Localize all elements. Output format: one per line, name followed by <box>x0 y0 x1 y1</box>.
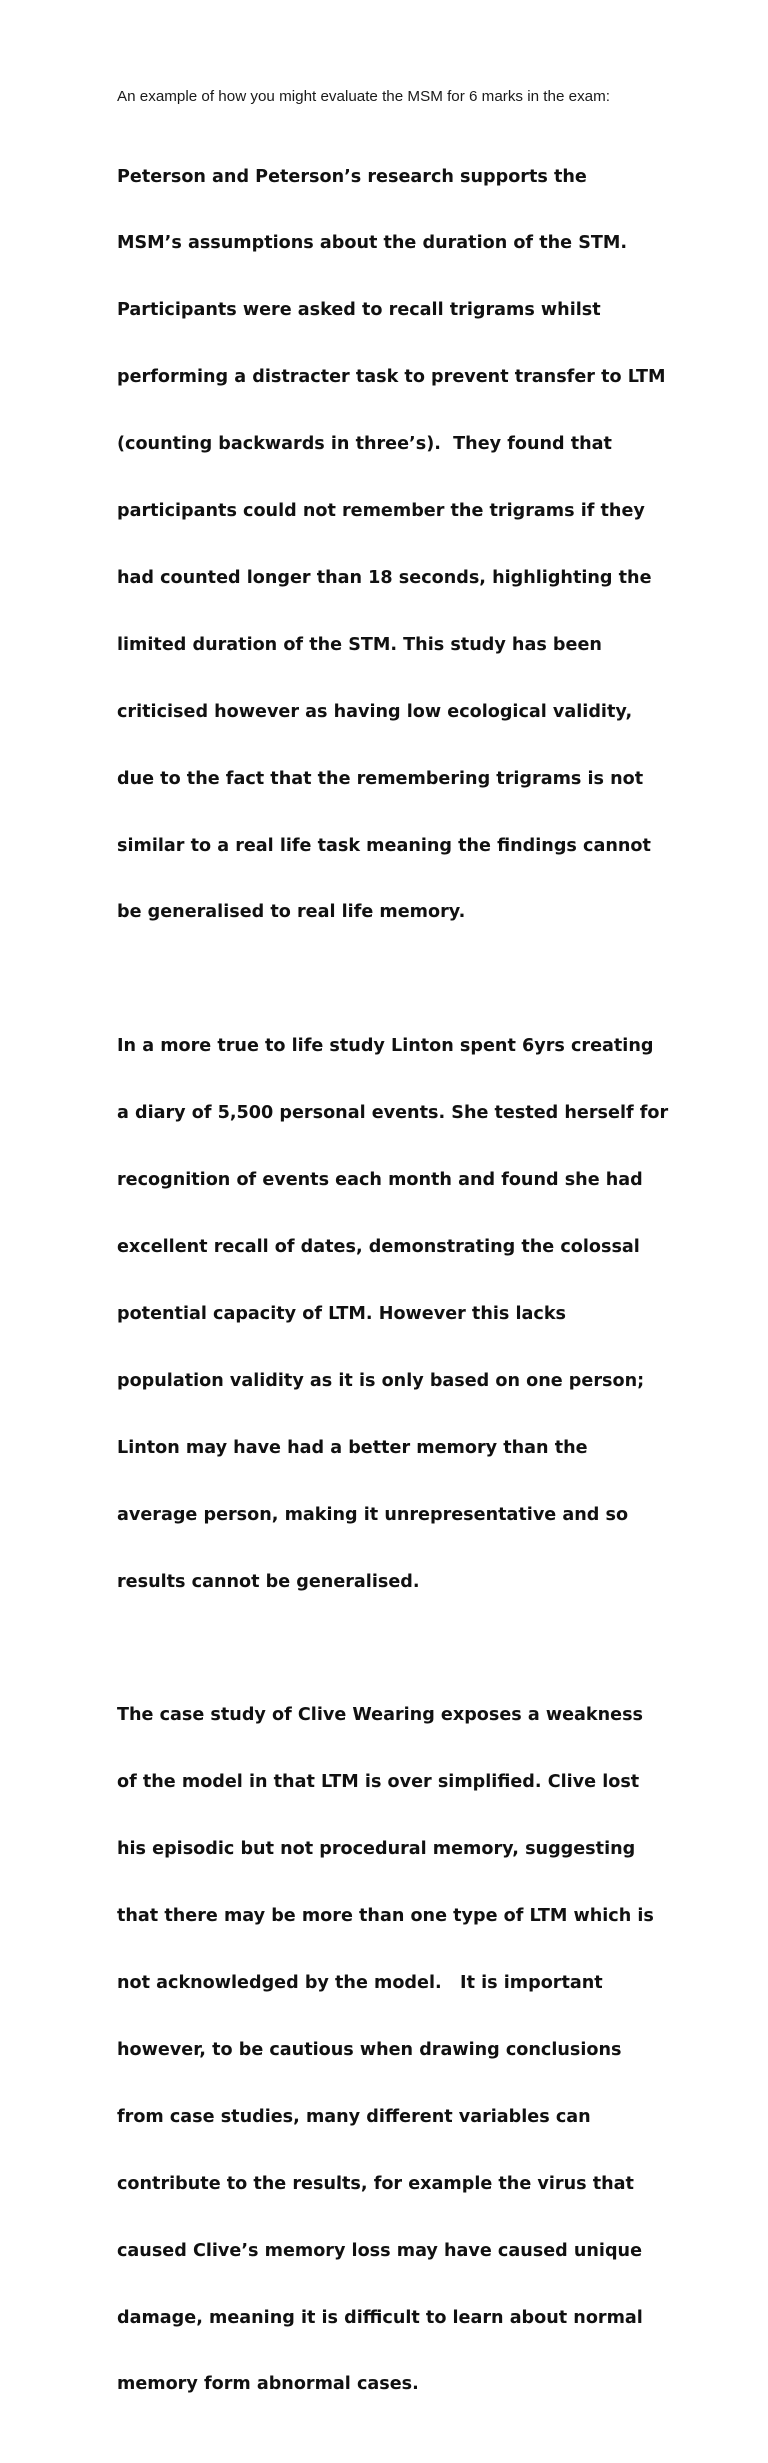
text-line: results cannot be generalised. <box>117 1571 420 1592</box>
text-line: from case studies, many different variables can <box>117 2106 591 2127</box>
intro-text: An example of how you might evaluate the MSM for 6 marks in the exam: <box>117 88 610 105</box>
evaluation-body <box>117 121 669 2463</box>
text-line: be generalised to real life memory. <box>117 902 466 923</box>
text-line: similar to a real life task meaning the findings cannot <box>117 835 651 856</box>
text-line: that there may be more than one type of LTM which is <box>117 1906 654 1927</box>
text-line: memory form abnormal cases. <box>117 2374 419 2395</box>
text-line: excellent recall of dates, demonstrating the colossal <box>117 1237 640 1258</box>
text-line: average person, making it unrepresentative and so <box>117 1504 629 1525</box>
text-line: performing a distracter task to prevent transfer to LTM <box>117 367 666 388</box>
text-line: In a more true to life study Linton spent 6yrs creating <box>117 1036 654 1057</box>
text-line: his episodic but not procedural memory, suggesting <box>117 1839 636 1860</box>
text-line: potential capacity of LTM. However this lacks <box>117 1303 567 1324</box>
text-line: recognition of events each month and found she had <box>117 1170 643 1191</box>
text-line: had counted longer than 18 seconds, highlighting the <box>117 567 652 588</box>
paragraph-peterson <box>117 121 666 968</box>
text-line: of the model in that LTM is over simplified. Clive lost <box>117 1772 640 1793</box>
text-line: limited duration of the STM. This study has been <box>117 634 602 655</box>
text-line: criticised however as having low ecological validity, <box>117 701 633 722</box>
text-line: damage, meaning it is difficult to learn about normal <box>117 2307 643 2328</box>
text-line: caused Clive’s memory loss may have caused unique <box>117 2240 643 2261</box>
text-line: Peterson and Peterson’s research supports the <box>117 166 587 187</box>
text-line: Linton may have had a better memory than the <box>117 1437 588 1458</box>
paragraph-clive-wearing <box>117 1660 662 2440</box>
text-line: not acknowledged by the model. It is important <box>117 1973 603 1994</box>
text-line: MSM’s assumptions about the duration of the STM. <box>117 233 628 254</box>
text-line: contribute to the results, for example the virus that <box>117 2173 634 2194</box>
text-line: participants could not remember the trigrams if they <box>117 501 645 522</box>
text-line: a diary of 5,500 personal events. She tested herself for <box>117 1103 669 1124</box>
text-line: however, to be cautious when drawing conclusions <box>117 2039 622 2060</box>
text-line: population validity as it is only based on one person; <box>117 1370 645 1391</box>
text-line: Participants were asked to recall trigrams whilst <box>117 300 601 321</box>
paragraph-linton <box>117 991 669 1638</box>
text-line: due to the fact that the remembering trigrams is not <box>117 768 644 789</box>
text-line: The case study of Clive Wearing exposes a weakness <box>117 1705 644 1726</box>
text-line: (counting backwards in three’s). They found that <box>117 434 612 455</box>
